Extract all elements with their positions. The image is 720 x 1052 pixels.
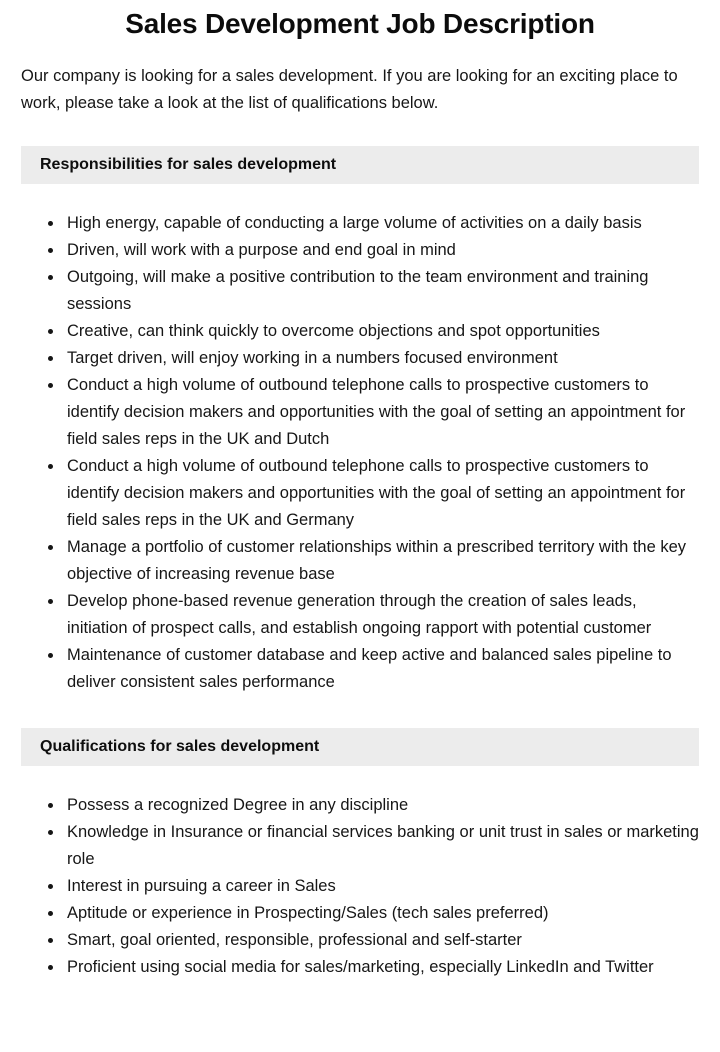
responsibilities-list [21, 210, 699, 696]
intro-paragraph: Our company is looking for a sales development. If you are looking for an exciting place to work, please take a look at the list of qualifications below. [21, 66, 678, 112]
list-item: • Smart, goal oriented, responsible, professional and self-starter [64, 927, 699, 954]
section-header-responsibilities: Responsibilities for sales development [21, 146, 699, 184]
list-item: • Interest in pursuing a career in Sales [64, 873, 699, 900]
section-responsibilities [21, 146, 699, 696]
list-item: • Aptitude or experience in Prospecting/Sales (tech sales preferred) [64, 900, 699, 927]
list-item: • Conduct a high volume of outbound telephone calls to prospective customers to identify decision makers and opportunities with the goal of setting an appointment for field sales reps in the UK and Dutch [64, 372, 699, 453]
list-item: • Outgoing, will make a positive contribution to the team environment and training sessions [64, 264, 699, 318]
list-item: • Creative, can think quickly to overcome objections and spot opportunities [64, 318, 699, 345]
section-header-qualifications: Qualifications for sales development [21, 728, 699, 766]
qualifications-list [21, 792, 699, 981]
list-item: • Develop phone-based revenue generation through the creation of sales leads, initiation of prospect calls, and establish ongoing rapport with potential customer [64, 588, 699, 642]
list-item: • Knowledge in Insurance or financial services banking or unit trust in sales or marketing role [64, 819, 699, 873]
list-item: • Conduct a high volume of outbound telephone calls to prospective customers to identify decision makers and opportunities with the goal of setting an appointment for field sales reps in the UK and Germany [64, 453, 699, 534]
list-item: • Driven, will work with a purpose and end goal in mind [64, 237, 699, 264]
list-item: • Maintenance of customer database and keep active and balanced sales pipeline to deliver consistent sales performance [64, 642, 699, 696]
section-qualifications [21, 728, 699, 1011]
page-title: Sales Development Job Description [125, 8, 595, 39]
list-item: • Target driven, will enjoy working in a numbers focused environment [64, 345, 699, 372]
list-item: • Possess a recognized Degree in any discipline [64, 792, 699, 819]
list-item: • Proficient using social media for sales/marketing, especially LinkedIn and Twitter [64, 954, 699, 981]
list-item: • High energy, capable of conducting a large volume of activities on a daily basis [64, 210, 699, 237]
job-description-document [21, 0, 699, 1011]
list-item: • Manage a portfolio of customer relationships within a prescribed territory with the key objective of increasing revenue base [64, 534, 699, 588]
